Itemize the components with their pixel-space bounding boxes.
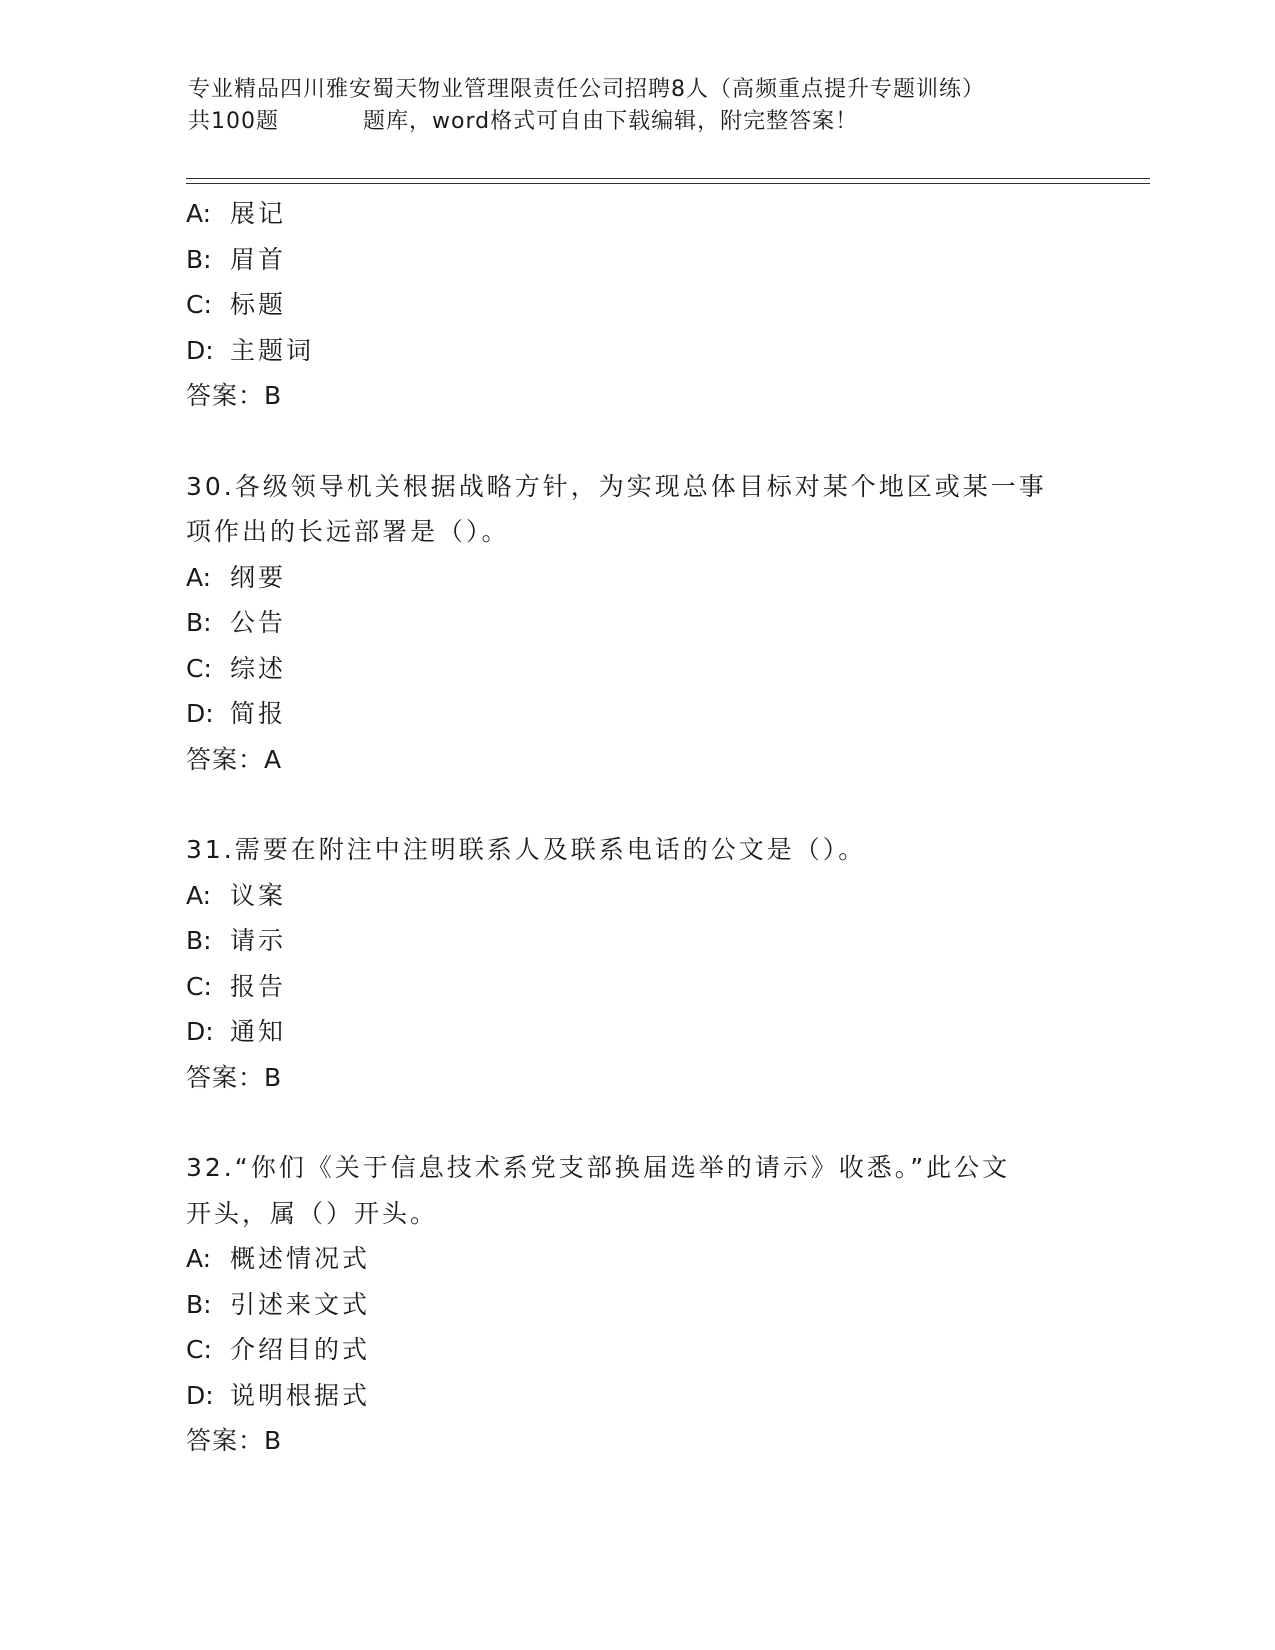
header-note: 题库，word格式可自由下载编辑，附完整答案！	[363, 109, 859, 134]
answer: 答案：B	[186, 1426, 283, 1455]
question-list	[186, 191, 1086, 1464]
option-d: D: 简报	[186, 699, 287, 728]
option-a: A: 展记	[186, 199, 287, 228]
header-subline	[188, 106, 1148, 138]
header-rule-top	[186, 178, 1150, 179]
header-rule-bottom	[186, 183, 1150, 184]
answer: 答案：A	[186, 744, 283, 774]
question-29-continued	[186, 191, 1086, 419]
question-31	[186, 827, 1086, 1100]
option-c: C: 标题	[186, 290, 287, 319]
option-c: C: 综述	[186, 653, 287, 683]
question-text: 32.“你们《关于信息技术系党支部换届选举的请示》收悉。”此公文 开头，属（）开头。	[186, 1153, 1011, 1228]
option-a: A: 纲要	[186, 562, 287, 592]
answer: 答案：B	[186, 1062, 283, 1092]
option-c: C: 介绍目的式	[186, 1335, 371, 1364]
question-count: 共100题	[188, 109, 279, 134]
question-text: 30.各级领导机关根据战略方针，为实现总体目标对某个地区或某一事 项作出的长远部署是（）。	[186, 471, 1047, 546]
option-d: D: 主题词	[186, 335, 315, 365]
question-32	[186, 1145, 1086, 1464]
answer: 答案：B	[186, 381, 283, 410]
question-30	[186, 464, 1086, 783]
option-d: D: 说明根据式	[186, 1380, 371, 1410]
option-b: B: 眉首	[186, 244, 287, 274]
option-c: C: 报告	[186, 971, 287, 1001]
option-b: B: 请示	[186, 926, 287, 955]
option-a: A: 概述情况式	[186, 1244, 371, 1273]
header-title: 专业精品四川雅安蜀天物业管理限责任公司招聘8人（高频重点提升专题训练）	[188, 77, 985, 102]
option-b: B: 引述来文式	[186, 1289, 371, 1319]
option-d: D: 通知	[186, 1017, 287, 1046]
option-b: B: 公告	[186, 608, 287, 637]
question-text: 31.需要在附注中注明联系人及联系电话的公文是（）。	[186, 835, 867, 864]
document-header	[188, 74, 1148, 138]
option-a: A: 议案	[186, 880, 287, 910]
